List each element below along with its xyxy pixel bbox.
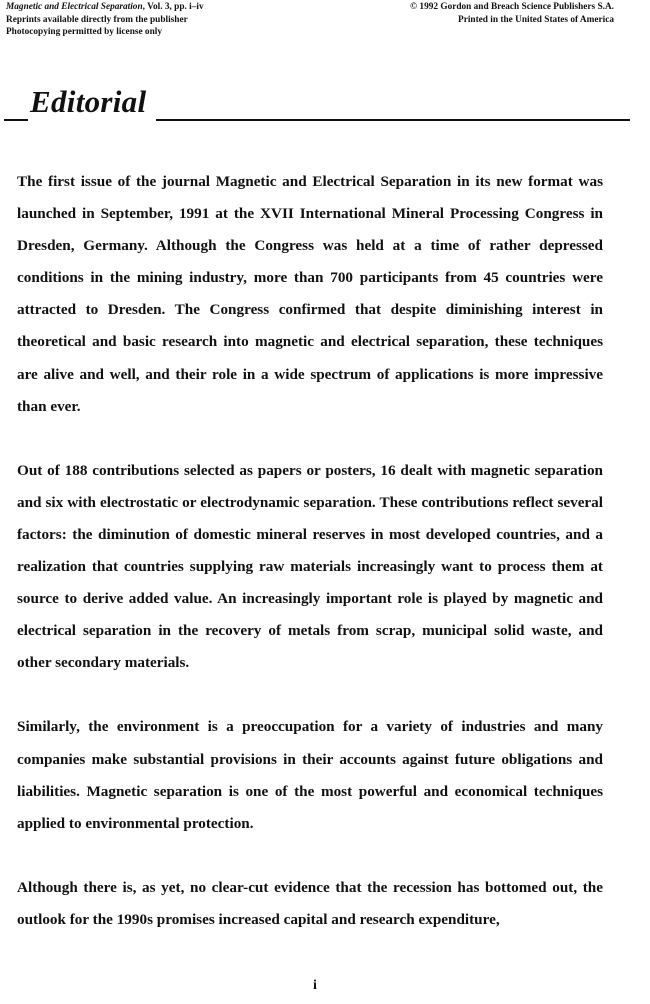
reprints-notice: Reprints available directly from the publisher	[6, 14, 188, 25]
printed-notice: Printed in the United States of America	[458, 14, 614, 25]
journal-citation	[6, 1, 204, 14]
title-rule-left	[4, 119, 28, 121]
journal-volume: , Vol. 3, pp. i–iv	[142, 2, 204, 12]
paragraph: Similarly, the environment is a preoccupation for a variety of industries and many companies make substantial provisions in their accounts against future obligations and liabilities. Magnetic separation is one of the most powerful and economical techniques applied to environmental protection.	[17, 718, 603, 832]
copyright-notice: © 1992 Gordon and Breach Science Publishers S.A.	[410, 2, 614, 12]
paragraph: The first issue of the journal Magnetic and Electrical Separation in its new format was launched in September, 1991 at the XVII International Mineral Processing Congress in Dresden, Germany. Although the Congress was held at a time of rather depressed conditions in the mining industry, more than 700 participants from 45 countries were attracted to Dresden. The Congress confirmed that despite diminishing interest in theoretical and basic research into magnetic and electrical separation, these techniques are alive and well, and their role in a wide spectrum of applications is more impressive than ever.	[17, 173, 603, 415]
photocopying-notice: Photocopying permitted by license only	[6, 27, 162, 37]
page-number: i	[313, 978, 317, 993]
paragraph: Although there is, as yet, no clear-cut evidence that the recession has bottomed out, the outlook for the 1990s promises increased capital and research expenditure,	[17, 878, 603, 928]
title-rule-right	[156, 119, 630, 121]
journal-name: Magnetic and Electrical Separation	[6, 2, 143, 12]
header-right	[410, 1, 614, 26]
paragraph: Out of 188 contributions selected as papers or posters, 16 dealt with magnetic separation and six with electrostatic or electrodynamic separation. These contributions reflect several factors: the diminution of domestic mineral reserves in most developed countries, and a realization that countries supplying raw materials increasingly want to process them at source to derive added value. An increasingly important role is played by magnetic and electrical separation in the recovery of metals from scrap, municipal solid waste, and other secondary materials.	[17, 461, 603, 672]
section-title: Editorial	[30, 84, 147, 119]
article-body	[17, 166, 603, 936]
header-left	[6, 1, 204, 39]
